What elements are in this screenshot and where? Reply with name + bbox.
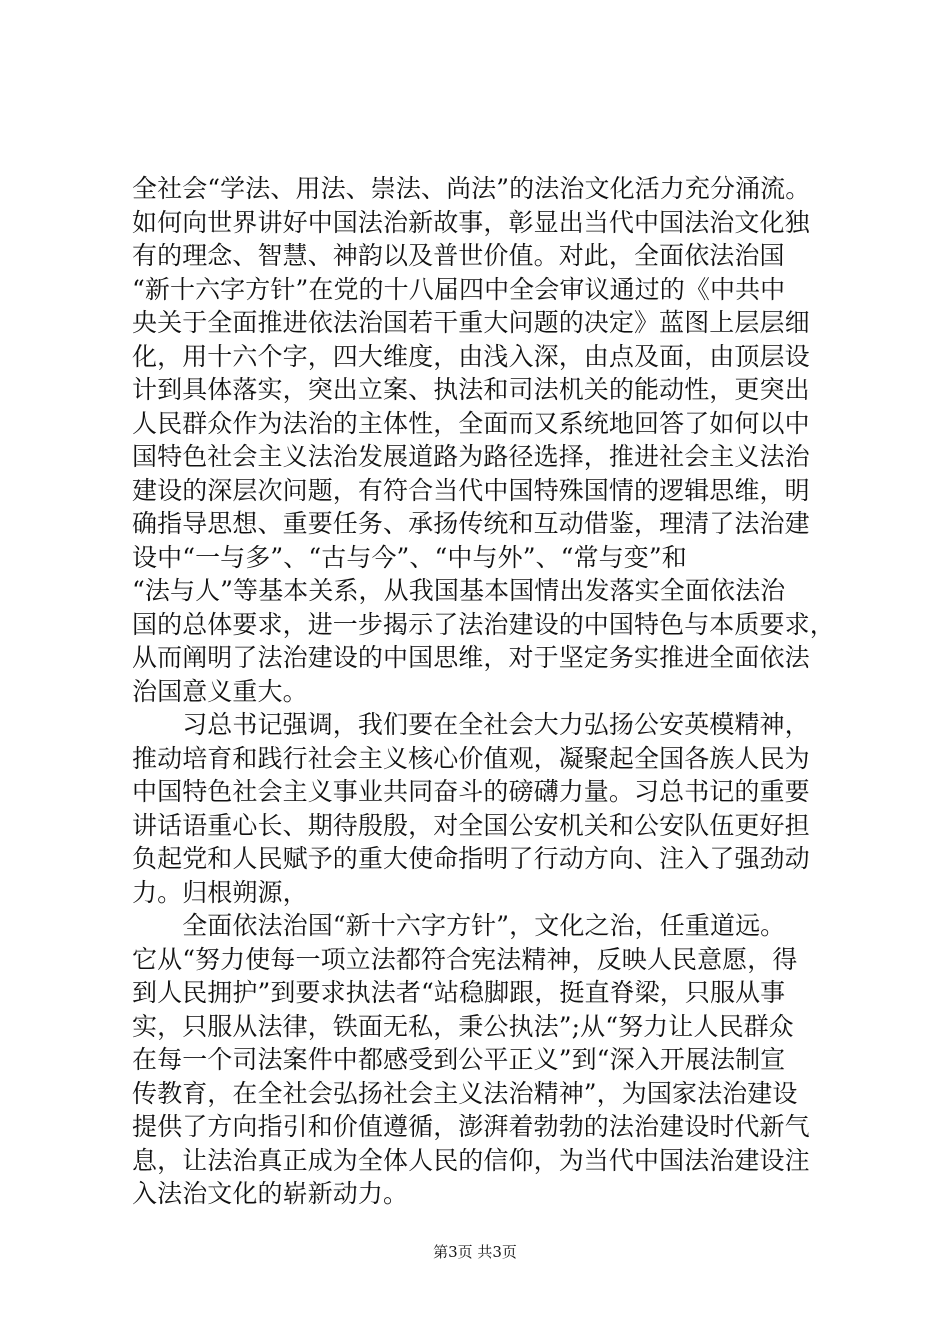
text-line: 传教育，在全社会弘扬社会主义法治精神”，为国家法治建设: [132, 1078, 798, 1108]
text-line: 全社会“学法、用法、崇法、尚法”的法治文化活力充分涌流。: [132, 174, 811, 203]
page-footer: [0, 1242, 950, 1262]
text-line: 到人民拥护”到要求执法者“站稳脚跟，挺直脊梁，只服从事: [132, 978, 786, 1007]
text-line: 化，用十六个字，四大维度，由浅入深，由点及面，由顶层设: [132, 341, 810, 371]
page-number-label: 第3页 共3页: [433, 1243, 517, 1261]
text-line: 如何向世界讲好中国法治新故事，彰显出当代中国法治文化独: [132, 207, 810, 237]
text-line: 央关于全面推进依法治国若干重大问题的决定》蓝图上层层细: [132, 308, 810, 337]
text-line: 中国特色社会主义事业共同奋斗的磅礴力量。习总书记的重要: [132, 777, 810, 806]
text-line: 讲话语重心长、期待殷殷，对全国公安机关和公安队伍更好担: [132, 810, 810, 840]
text-line: 在每一个司法案件中都感受到公平正义”到“深入开展法制宣: [132, 1045, 786, 1074]
text-line: “新十六字方针”在党的十八届四中全会审议通过的《中共中: [132, 274, 786, 304]
document-body: [132, 172, 836, 1211]
text-line: 设中“一与多”、“古与今”、“中与外”、“常与变”和: [132, 542, 687, 572]
text-line: 实，只服从法律，铁面无私，秉公执法”;从“努力让人民群众: [132, 1011, 794, 1041]
text-line: 确指导思想、重要任务、承扬传统和互动借鉴，理清了法治建: [132, 509, 810, 538]
text-line: 国的总体要求，进一步揭示了法治建设的中国特色与本质要求，: [132, 609, 835, 639]
text-line: 治国意义重大。: [132, 676, 308, 706]
text-line: 建设的深层次问题，有符合当代中国特殊国情的逻辑思维，明: [132, 475, 810, 505]
text-line: 推动培育和践行社会主义核心价值观，凝聚起全国各族人民为: [132, 743, 810, 773]
text-line: “法与人”等基本关系，从我国基本国情出发落实全面依法治: [132, 576, 786, 605]
text-line: 入法治文化的崭新动力。: [132, 1179, 409, 1208]
text-line: 力。归根朔源，: [132, 877, 308, 907]
text-line: 国特色社会主义法治发展道路为路径选择，推进社会主义法治: [132, 442, 810, 471]
text-line: 息，让法治真正成为全体人民的信仰，为当代中国法治建设注: [132, 1145, 810, 1175]
text-line: 人民群众作为法治的主体性，全面而又系统地回答了如何以中: [132, 408, 810, 438]
text-line: 提供了方向指引和价值遵循，澎湃着勃勃的法治建设时代新气: [132, 1112, 810, 1141]
text-line: 有的理念、智慧、神韵以及普世价值。对此，全面依法治国: [132, 241, 785, 270]
text-line: 从而阐明了法治建设的中国思维，对于坚定务实推进全面依法: [132, 643, 810, 672]
text-line: 计到具体落实，突出立案、执法和司法机关的能动性，更突出: [132, 375, 810, 404]
text-line: 全面依法治国“新十六字方针”，文化之治，任重道远。: [132, 911, 786, 940]
text-line: 负起党和人民赋予的重大使命指明了行动方向、注入了强劲动: [132, 844, 810, 873]
text-line: 习总书记强调，我们要在全社会大力弘扬公安英模精神，: [132, 710, 810, 739]
text-line: 它从“努力使每一项立法都符合宪法精神，反映人民意愿，得: [132, 944, 798, 974]
